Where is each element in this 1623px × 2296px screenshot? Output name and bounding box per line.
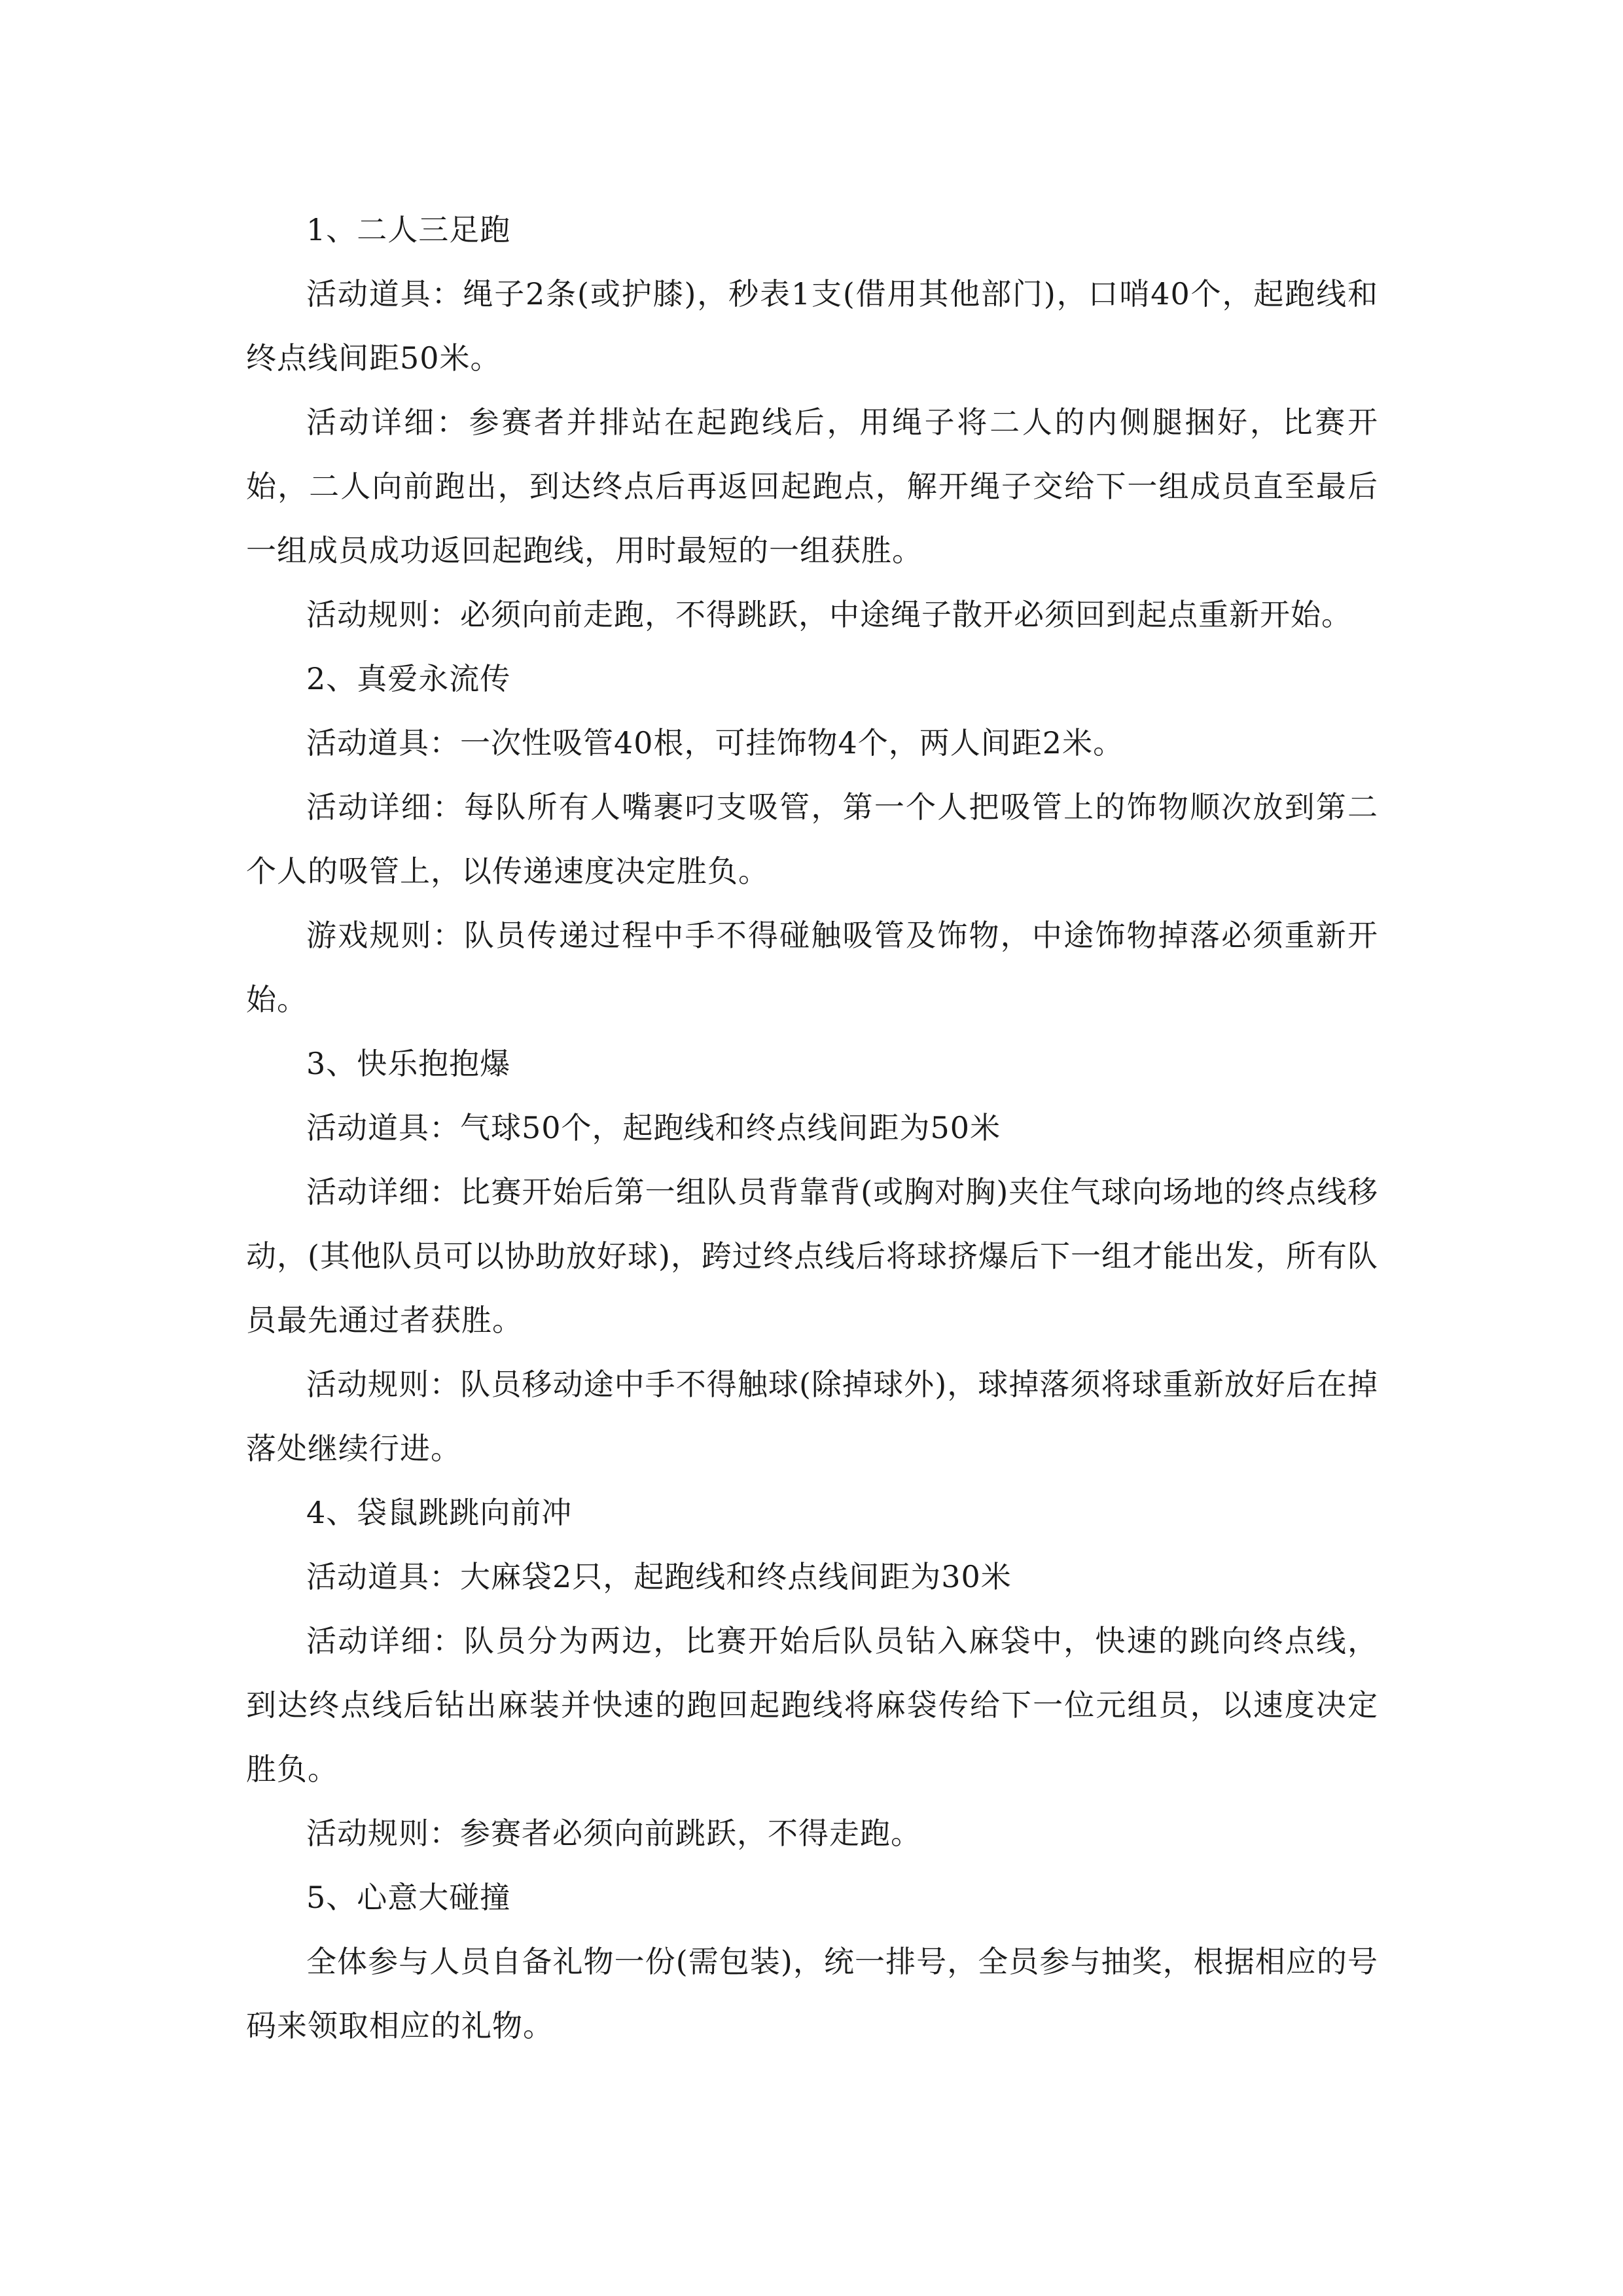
- paragraph: 全体参与人员自备礼物一份(需包装)，统一排号，全员参与抽奖，根据相应的号码来领取相应的礼物。: [246, 1944, 1378, 2043]
- paragraph: 活动详细：比赛开始后第一组队员背靠背(或胸对胸)夹住气球向场地的终点线移动，(其他队员可以协助放好球)，跨过终点线后将球挤爆后下一组才能出发，所有队员最先通过者获胜。: [246, 1174, 1378, 1338]
- document-body: [246, 198, 1378, 2058]
- section-heading: 4、袋鼠跳跳向前冲: [306, 1495, 573, 1530]
- paragraph: 活动规则：队员移动途中手不得触球(除掉球外)，球掉落须将球重新放好后在掉落处继续行进。: [246, 1367, 1378, 1466]
- paragraph: 活动详细：参赛者并排站在起跑线后，用绳子将二人的内侧腿捆好，比赛开始，二人向前跑出，到达终点后再返回起跑点，解开绳子交给下一组成员直至最后一组成员成功返回起跑线，用时最短的一组获胜。: [246, 404, 1378, 568]
- paragraph: 活动道具：气球50个，起跑线和终点线间距为50米: [306, 1110, 1001, 1145]
- paragraph: 活动道具：一次性吸管40根，可挂饰物4个，两人间距2米。: [306, 725, 1124, 761]
- section-heading: 5、心意大碰撞: [306, 1880, 511, 1915]
- paragraph: 活动规则：参赛者必须向前跳跃，不得走跑。: [306, 1816, 921, 1851]
- paragraph: 活动详细：队员分为两边，比赛开始后队员钻入麻袋中，快速的跳向终点线，到达终点线后钻出麻装并快速的跑回起跑线将麻袋传给下一位元组员，以速度决定胜负。: [246, 1623, 1378, 1787]
- section-heading: 1、二人三足跑: [306, 212, 511, 247]
- paragraph: 游戏规则：队员传递过程中手不得碰触吸管及饰物，中途饰物掉落必须重新开始。: [246, 918, 1378, 1017]
- paragraph: 活动详细：每队所有人嘴裹叼支吸管，第一个人把吸管上的饰物顺次放到第二个人的吸管上，以传递速度决定胜负。: [246, 789, 1378, 889]
- section-heading: 3、快乐抱抱爆: [306, 1046, 511, 1081]
- paragraph: 活动道具：大麻袋2只，起跑线和终点线间距为30米: [306, 1559, 1012, 1594]
- section-heading: 2、真爱永流传: [306, 661, 511, 696]
- paragraph: 活动道具：绳子2条(或护膝)，秒表1支(借用其他部门)，口哨40个，起跑线和终点线间距50米。: [246, 276, 1378, 376]
- paragraph: 活动规则：必须向前走跑，不得跳跃，中途绳子散开必须回到起点重新开始。: [306, 597, 1352, 632]
